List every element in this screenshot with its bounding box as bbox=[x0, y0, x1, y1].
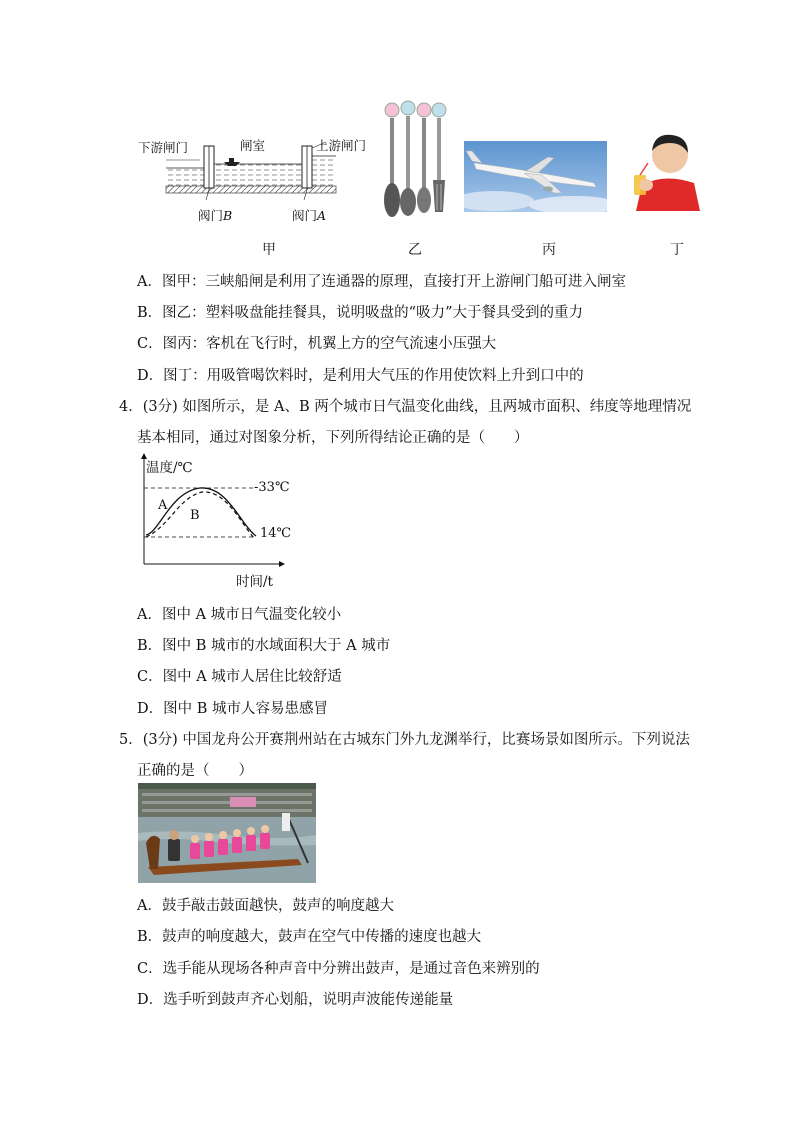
figure-name-ding: 丁 bbox=[670, 242, 684, 258]
curve-a-label: A bbox=[158, 498, 168, 513]
airplane-image bbox=[464, 141, 607, 212]
figure-name-bing: 丙 bbox=[542, 242, 556, 258]
q3-option-b: B．图乙：塑料吸盘能挂餐具，说明吸盘的“吸力”大于餐具受到的重力 bbox=[137, 305, 583, 321]
figure-name-jia: 甲 bbox=[262, 242, 276, 258]
chamber-label: 闸室 bbox=[240, 138, 266, 153]
chart-high-label: -33℃ bbox=[254, 480, 290, 495]
chart-ylabel: 温度/℃ bbox=[146, 460, 193, 476]
q4-stem-line1: 4．(3分) 如图所示，是 A、B 两个城市日气温变化曲线，且两城市面积、纬度等地理情况 bbox=[119, 399, 692, 415]
q4-option-a: A．图中 A 城市日气温变化较小 bbox=[137, 607, 342, 623]
q4-option-b: B．图中 B 城市的水域面积大于 A 城市 bbox=[137, 638, 391, 654]
q3-option-d: D．图丁：用吸管喝饮料时，是利用大气压的作用使饮料上升到口中的 bbox=[137, 368, 584, 384]
q3-option-c: C．图丙：客机在飞行时，机翼上方的空气流速小压强大 bbox=[137, 336, 497, 352]
q5-stem-line1: 5．(3分) 中国龙舟公开赛荆州站在古城东门外九龙渊举行，比赛场景如图所示。下列说法 bbox=[119, 732, 690, 748]
lower-gate-label: 下游闸门 bbox=[138, 140, 189, 155]
chart-low-label: 14℃ bbox=[260, 526, 292, 541]
utensils-picture bbox=[382, 100, 454, 222]
q3-option-a: A．图甲：三峡船闸是利用了连通器的原理，直接打开上游闸门船可进入闸室 bbox=[137, 274, 626, 290]
boy-picture bbox=[624, 125, 704, 211]
chart-xlabel: 时间/t bbox=[236, 574, 273, 590]
q4-option-c: C．图中 A 城市人居住比较舒适 bbox=[137, 669, 342, 685]
q5-option-c: C．选手能从现场各种声音中分辨出鼓声，是通过音色来辨别的 bbox=[137, 961, 540, 977]
boy-drinking-image bbox=[624, 125, 704, 211]
airplane-picture bbox=[464, 141, 607, 212]
figure-name-yi: 乙 bbox=[408, 242, 422, 258]
valve-a-label: 阀门A bbox=[292, 208, 327, 223]
q5-option-a: A．鼓手敲击鼓面越快，鼓声的响度越大 bbox=[137, 898, 394, 914]
q4-stem-line2: 基本相同，通过对图象分析，下列所得结论正确的是（ ） bbox=[137, 430, 529, 446]
suction-cup-utensils-image bbox=[382, 100, 454, 222]
dragon-boat-picture bbox=[138, 783, 316, 883]
q5-option-d: D．选手听到鼓声齐心划船，说明声波能传递能量 bbox=[137, 992, 454, 1008]
curve-b-label: B bbox=[190, 508, 200, 523]
ship-lock-figure bbox=[136, 128, 376, 228]
q5-stem-line2: 正确的是（ ） bbox=[137, 763, 253, 779]
upper-gate-label: 上游闸门 bbox=[316, 138, 367, 153]
q5-option-b: B．鼓声的响度越大，鼓声在空气中传播的速度也越大 bbox=[137, 929, 482, 945]
dragon-boat-image bbox=[138, 783, 316, 883]
q4-option-d: D．图中 B 城市人容易患感冒 bbox=[137, 701, 328, 717]
temperature-chart bbox=[130, 452, 300, 588]
valve-b-label: 阀门B bbox=[198, 208, 233, 223]
